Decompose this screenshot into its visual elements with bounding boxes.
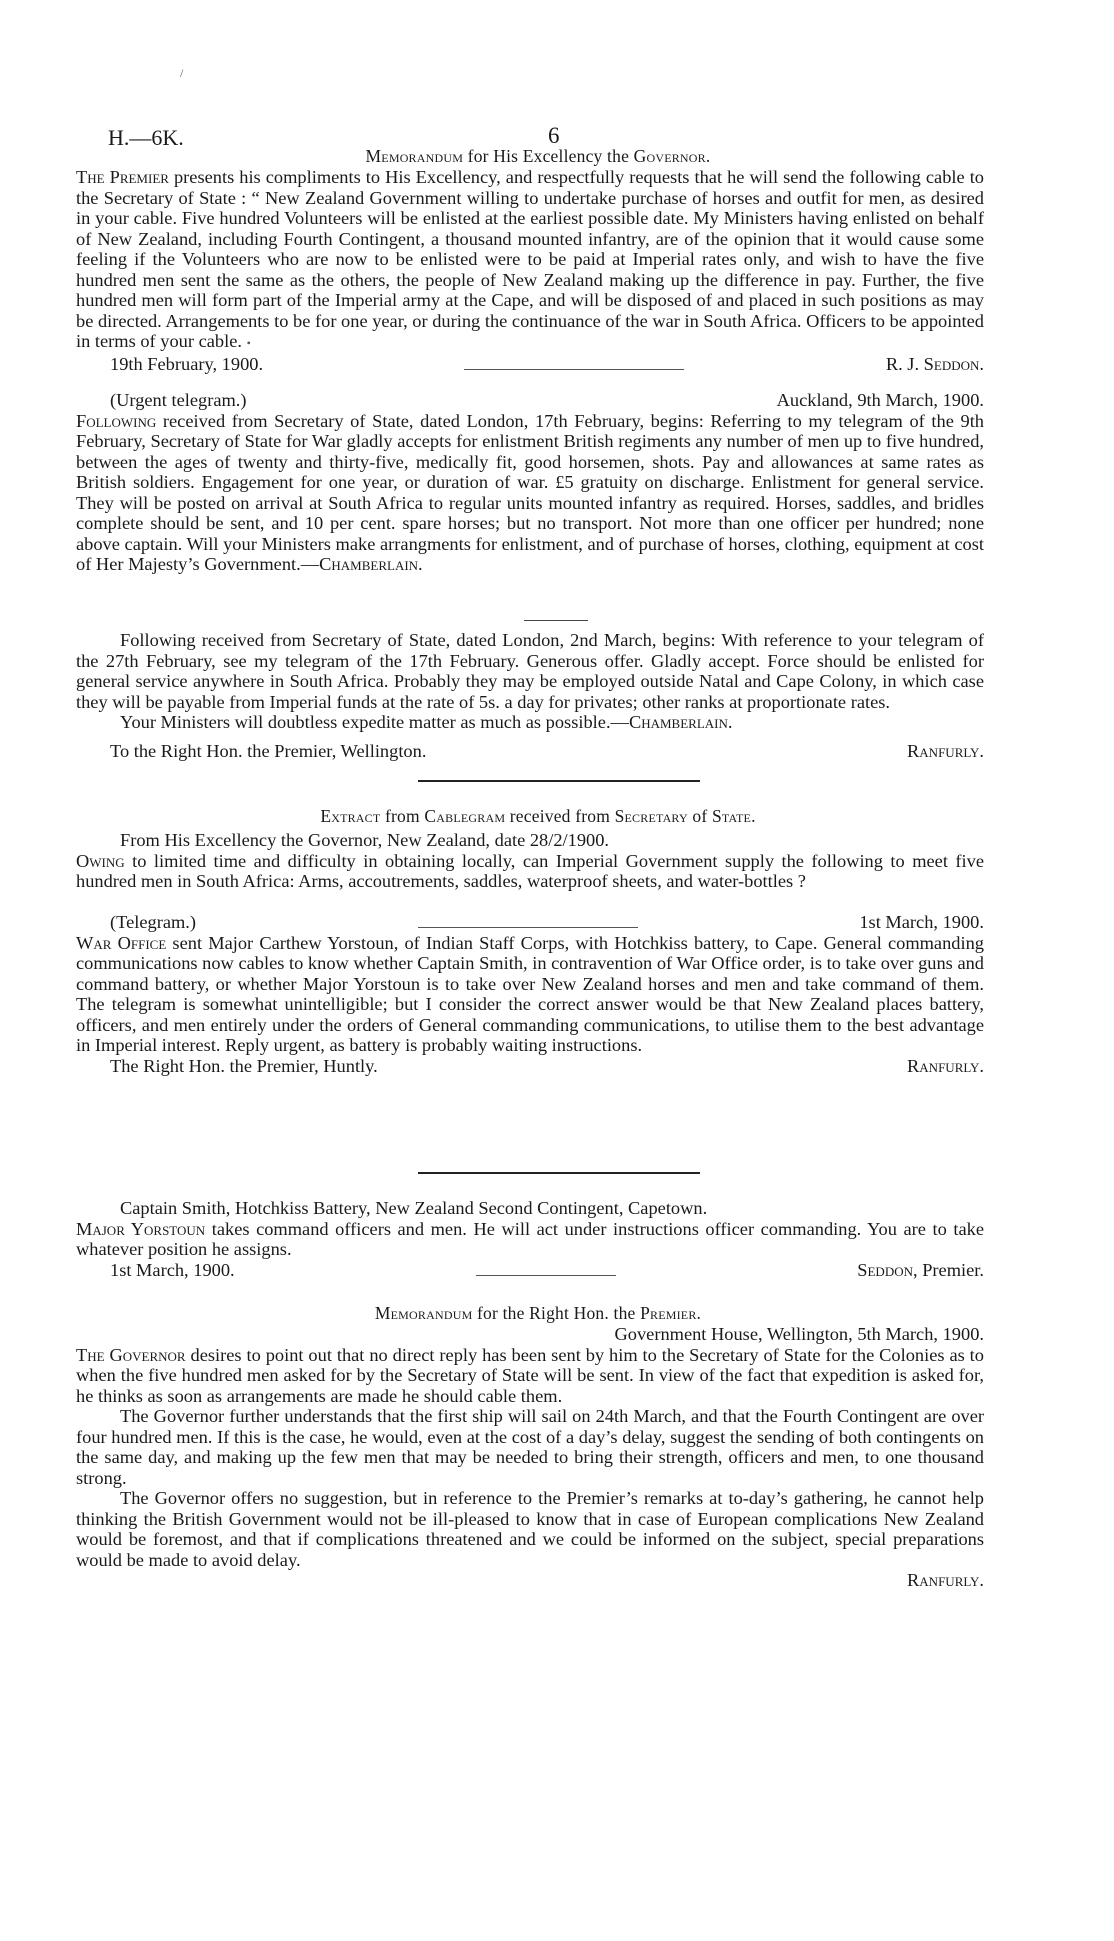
memo-governor-title: Memorandum for His Excellency the Governor. xyxy=(365,146,711,166)
memo-date: 19th February, 1900. xyxy=(110,353,264,374)
document-reference: H.—6K. xyxy=(108,125,184,150)
extract-title: Extract from Cablegram received from Secretary of State. xyxy=(320,806,756,826)
telegram-march: Following received from Secretary of State, dated London, 2nd March, begins: With reference to your telegram of the 27th February, see my telegram of the 17th February. Generous offer. Gladly accept. Force should be enlisted for general service anywhere in South Africa. Probably they may be employed outside Natal and Cape Colony, in which case they will be payable from Imperial funds at the rate of 5s. a day for privates; other ranks at proportionate rates. Your Ministers will doubtless expedite matter as much as possible.—Chamberlain. To the Right Hon. the Premier, Wellington. Ranfurly. xyxy=(76,630,984,761)
memo-premier-title: Memorandum for the Right Hon. the Premier. xyxy=(374,1303,702,1323)
telegram-place-date: Auckland, 9th March, 1900. xyxy=(776,390,984,410)
extract-body: From His Excellency the Governor, New Zealand, date 28/2/1900. Owing to limited time and difficulty in obtaining locally, can Imperial Government supply the following to meet five hundred men in South Africa: Arms, accoutrements, saddles, waterproof sheets, and water-bottles ? xyxy=(76,830,984,891)
cable-captain-smith: Captain Smith, Hotchkiss Battery, New Zealand Second Contingent, Capetown. Major Yorstoun takes command officers and men. He will act under instructions officer commanding. You are to take whatever position he assigns. 1st March, 1900. Seddon, Premier. xyxy=(76,1198,984,1280)
memo-text: presents his compliments to His Excellency, and respectfully requests that he will send the following cable to the Secretary of State : “ New Zealand Government willing to undertake purchase of horses and outfit for men, as desired in your cable. Five hundred Volunteers will be enlisted at the earliest possible date. My Ministers having enlisted on behalf of New Zealand, including Fourth Contingent, a thousand mounted infantry, are of the opinion that it would cause some feeling if the Volunteers who are now to be enlisted were to be paid at Imperial rates only, and wish to have the five hundred men sent the same as the others, the people of New Zealand making up the difference in pay. Further, the five hundred men will form part of the Imperial army at the Cape, and will be disposed of and placed in such positions as may be directed. Arrangements to be for one year, or during the continuance of the war in South Africa. Officers to be appointed in terms of your cable. xyxy=(76,167,984,351)
stray-mark: / xyxy=(180,66,184,80)
stray-dot: • xyxy=(246,336,251,350)
memo-premier-body: Government House, Wellington, 5th March, 1900. The Governor desires to point out that no direct reply has been sent by him to the Secretary of State for the Colonies as to when the five hundred men asked for by the Secretary of State will be sent. In view of the fact that expedition is asked for, he thinks as soon as arrangements are made he should cable them. The Governor further understands that the first ship will sail on 24th March, and that the Fourth Contingent are over four hundred men. If this is the case, he would, even at the cost of a day’s delay, suggest the sending of both contingents on the same day, and making up the few men that may be needed to bring their strength, officers and men, to one thousand strong. The Governor offers no suggestion, but in reference to the Premier’s remarks at to-day’s gathering, he cannot help thinking the British Government would not be ill-pleased to know that in case of European complications New Zealand would be foremost, and that if complications threatened and we could be informed on the subject, special preparations would be made to avoid delay. Ranfurly. xyxy=(76,1324,984,1590)
telegram-urgent: (Urgent telegram.) Auckland, 9th March, 1900. Following received from Secretary of State, dated London, 17th February, begins: Referring to my telegram of the 9th February, Secretary of State for War gladly accepts for enlistment British regiments any number of men up to five hundred, between the ages of twenty and thirty-five, medically fit, good horsemen, shots. Pay and allowances at same rates as British soldiers. Engagement for one year, or duration of war. £5 gratuity on discharge. Enlistment for general service. They will be posted on arrival at South Africa to regular units mounted infantry as required. Horses, saddles, and bridles complete should be sent, and 10 per cent. spare horses; but no transport. Not more than one officer per hundred; none above captain. Will your Ministers make arrangments for enlistment, and of purchase of horses, clothing, equipment at cost of Her Majesty’s Government.—Chamberlain. xyxy=(76,390,984,574)
page-number: 6 xyxy=(548,123,560,148)
signature: Seddon, Premier. xyxy=(857,1259,984,1280)
memo-place-date: Government House, Wellington, 5th March, 1900. xyxy=(614,1324,984,1344)
telegram-tag: (Urgent telegram.) xyxy=(110,390,247,410)
signature: Ranfurly. xyxy=(907,1055,984,1076)
addressee: The Right Hon. the Premier, Huntly. xyxy=(110,1055,378,1076)
memo-signature: R. J. Seddon. xyxy=(885,353,984,374)
divider xyxy=(524,620,588,621)
divider xyxy=(464,369,684,370)
memo-lead: The Premier xyxy=(76,167,169,187)
divider xyxy=(418,927,638,928)
section-divider xyxy=(418,780,700,782)
divider xyxy=(476,1275,616,1276)
memo-governor-body xyxy=(76,167,984,374)
signature: Ranfurly. xyxy=(907,740,984,761)
section-divider xyxy=(418,1172,700,1174)
telegram-war-office: (Telegram.) 1st March, 1900. War Office sent Major Carthew Yorstoun, of Indian Staff Corps, with Hotchkiss battery, to Cape. General commanding communications now cables to know whether Captain Smith, in contravention of War Office order, is to take over guns and command battery, or whether Major Yorstoun is to take over New Zealand horses and men and take command of them. The telegram is somewhat unintelligible; but I consider the correct answer would be that New Zealand places battery, officers, and men entirely under the orders of General commanding communications, to utilise them to the best advantage in Imperial interest. Reply urgent, as battery is probably waiting instructions. The Right Hon. the Premier, Huntly. Ranfurly. xyxy=(76,912,984,1076)
signature: Ranfurly. xyxy=(907,1570,984,1590)
addressee: To the Right Hon. the Premier, Wellington. xyxy=(110,740,427,761)
memo-signature-row xyxy=(76,354,984,375)
